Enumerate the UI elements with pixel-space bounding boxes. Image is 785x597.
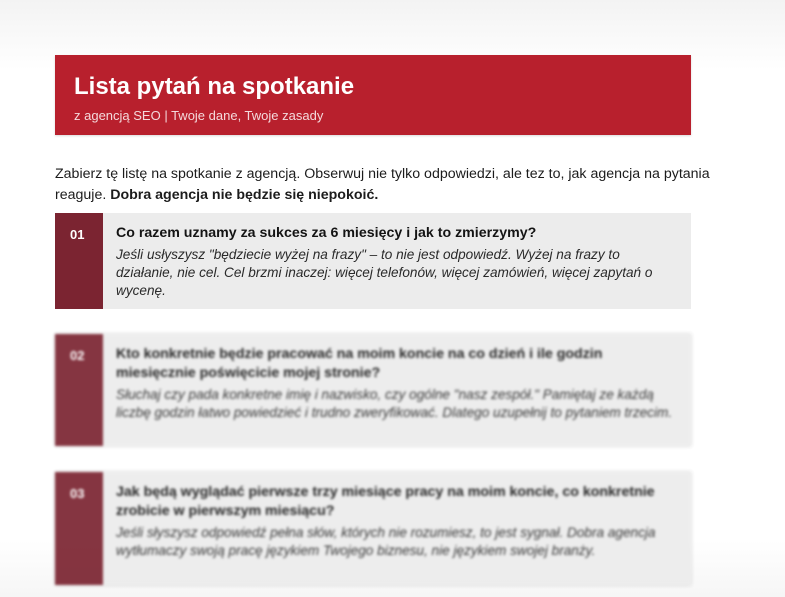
- intro-paragraph: [55, 164, 735, 206]
- question-body: [103, 472, 691, 585]
- question-number: 03: [55, 472, 103, 585]
- question-card: [55, 334, 691, 446]
- page-title: Lista pytań na spotkanie: [74, 73, 355, 100]
- question-body: [103, 334, 691, 446]
- question-text: Kto konkretnie będzie pracować na moim koncie na co dzień i ile godzin miesięcznie poświęcicie mojej stronie?: [116, 346, 603, 381]
- intro-emphasis: Dobra agencja nie będzie się niepokoić.: [110, 187, 379, 203]
- question-note: Jeśli słyszysz odpowiedź pełna słów, których nie rozumiesz, to jest sygnał. Dobra agencja wytłumaczy swoją pracę językiem Twojego biznesu, nie językiem swojej branży.: [116, 525, 656, 558]
- intro-text: Zabierz tę listę na spotkanie z agencją. Obserwuj nie tylko odpowiedzi, ale tez to, jak agencja na pytania reaguje.: [55, 166, 710, 203]
- page-subtitle: z agencją SEO | Twoje dane, Twoje zasady: [74, 108, 324, 123]
- question-body: [103, 213, 691, 309]
- question-number: 01: [55, 213, 103, 309]
- question-number: 02: [55, 334, 103, 446]
- header-banner: [55, 55, 691, 135]
- question-note: Słuchaj czy pada konkretne imię i nazwisko, czy ogólne "nasz zespół." Pamiętaj ze każdą liczbę godzin łatwo powiedzieć i trudno zweryfikować. Dlatego uzupełnij to pytaniem trzecim.: [116, 387, 673, 420]
- question-note: Jeśli usłyszysz "będziecie wyżej na frazy" – to nie jest odpowiedź. Wyżej na frazy to działanie, nie cel. Cel brzmi inaczej: więcej telefonów, więcej zamówień, więcej zapytań o wycenę.: [116, 247, 653, 298]
- question-text: Jak będą wyglądać pierwsze trzy miesiące pracy na moim koncie, co konkretnie zrobicie w pierwszym miesiącu?: [116, 484, 655, 519]
- question-text: Co razem uznamy za sukces za 6 miesięcy i jak to zmierzymy?: [116, 225, 537, 241]
- question-card: [55, 213, 691, 309]
- question-card: [55, 472, 691, 585]
